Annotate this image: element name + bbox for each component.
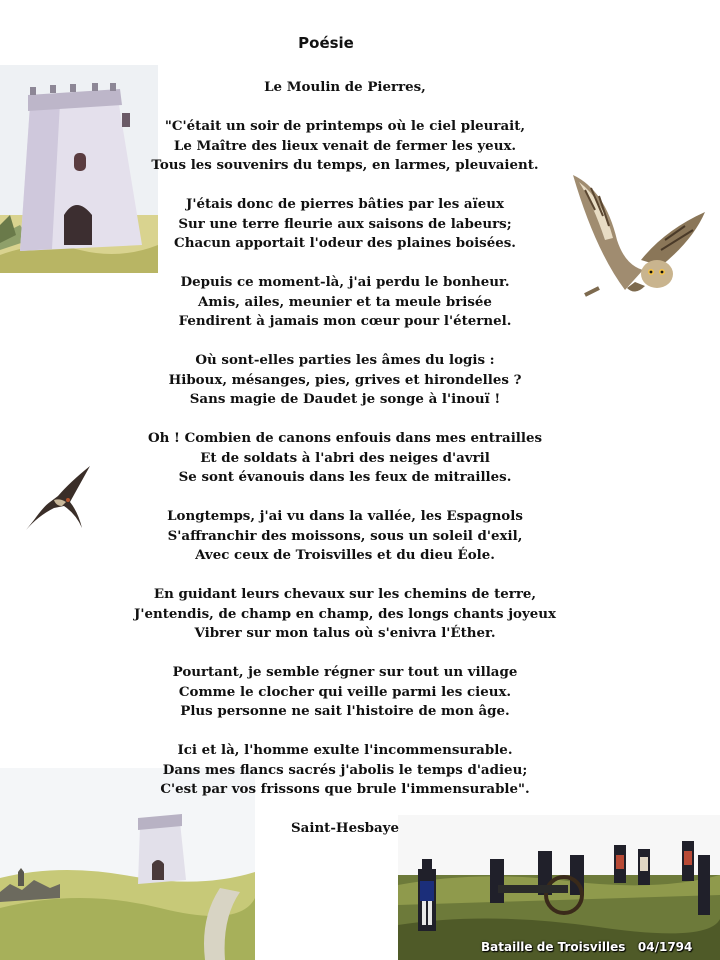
stanza-6 <box>100 507 590 566</box>
section-title: Poésie <box>298 34 354 52</box>
poem-line: Hiboux, mésanges, pies, grives et hirondelles ? <box>168 371 522 388</box>
poem-line: Où sont-elles parties les âmes du logis : <box>195 352 495 368</box>
image-caption: Bataille de Troisvilles 04/1794 <box>481 940 693 954</box>
poem-line: Et de soldats à l'abri des neiges d'avril <box>200 449 490 466</box>
poem-line: Amis, ailes, meunier et ta meule brisée <box>198 293 492 310</box>
stanza-5 <box>100 429 590 488</box>
poem-line: Plus personne ne sait l'histoire de mon âge. <box>180 703 510 719</box>
poem-line: Sur une terre fleurie aux saisons de labeurs; <box>178 215 512 232</box>
poem-title: Le Moulin de Pierres, <box>264 79 426 95</box>
poem-line: Se sont évanouis dans les feux de mitrailles. <box>178 469 512 485</box>
poem <box>100 78 590 839</box>
poem-line: J'entendis, de champ en champ, des longs chants joyeux <box>134 605 556 622</box>
stanza-7 <box>100 585 590 644</box>
poem-line: Dans mes flancs sacrés j'abolis le temps d'adieu; <box>162 761 528 778</box>
poem-line: "C'était un soir de printemps où le ciel pleurait, <box>164 118 526 134</box>
poem-line: S'affranchir des moissons, sous un soleil d'exil, <box>167 527 523 544</box>
poem-line: Avec ceux de Troisvilles et du dieu Éole. <box>195 547 495 563</box>
swallow-illustration <box>20 462 95 534</box>
poem-line: Longtemps, j'ai vu dans la vallée, les Espagnols <box>167 508 523 524</box>
poem-line: Comme le clocher qui veille parmi les cieux. <box>178 683 512 700</box>
stanza-3 <box>100 273 590 332</box>
poem-line: Le Maître des lieux venait de fermer les yeux. <box>173 137 517 154</box>
poem-line: Pourtant, je semble régner sur tout un village <box>172 664 518 680</box>
poem-line: En guidant leurs chevaux sur les chemins de terre, <box>153 586 537 602</box>
poem-line: Fendirent à jamais mon cœur pour l'éternel. <box>178 313 512 329</box>
poem-line: Tous les souvenirs du temps, en larmes, pleuvaient. <box>151 157 539 173</box>
poem-line: Ici et là, l'homme exulte l'incommensurable. <box>177 742 513 758</box>
poem-line: Depuis ce moment-là, j'ai perdu le bonheur. <box>180 274 510 290</box>
poem-author: Saint-Hesbaye <box>291 820 399 836</box>
poem-line: J'étais donc de pierres bâties par les aïeux <box>186 196 504 212</box>
poem-line: C'est par vos frissons que brule l'immensurable". <box>160 781 530 797</box>
stanza-1 <box>100 117 590 176</box>
stanza-8 <box>100 663 590 722</box>
poem-line: Vibrer sur mon talus où s'enivra l'Éther. <box>194 625 496 641</box>
stanza-2 <box>100 195 590 254</box>
poem-line: Chacun apportait l'odeur des plaines boisées. <box>174 235 516 251</box>
poem-line: Sans magie de Daudet je songe à l'inouï ! <box>189 391 501 407</box>
stanza-9 <box>100 741 590 800</box>
stanza-4 <box>100 351 590 410</box>
poem-line: Oh ! Combien de canons enfouis dans mes entrailles <box>147 430 543 446</box>
